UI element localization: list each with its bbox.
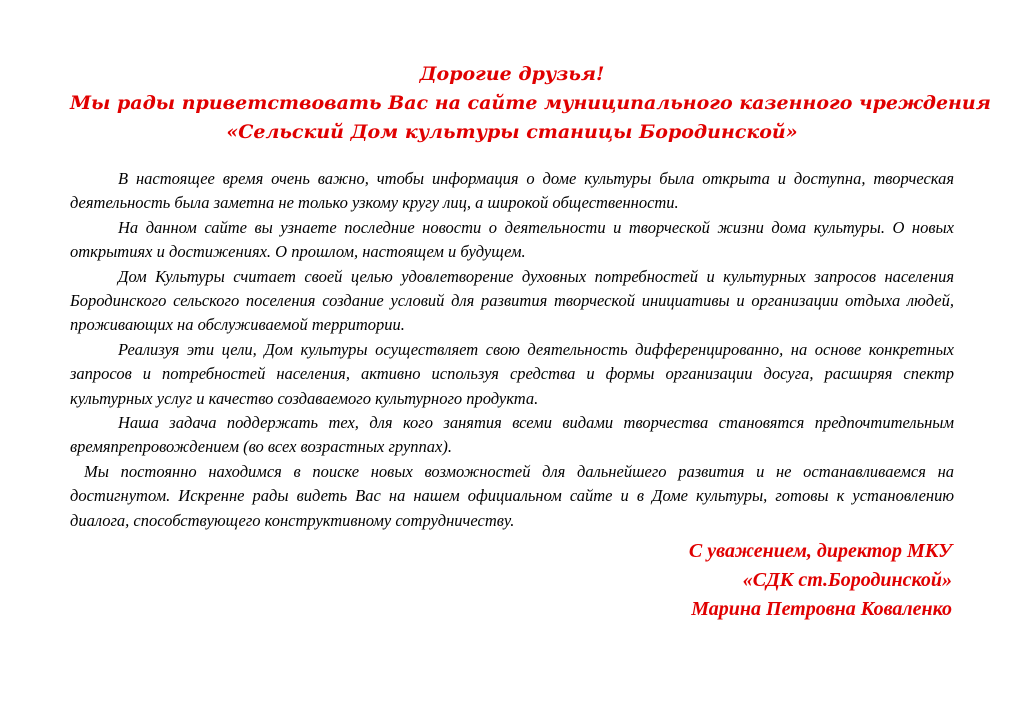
signature-line-name: Марина Петровна Коваленко: [691, 598, 952, 621]
document-page: [70, 60, 991, 624]
heading-line-organization: «Сельский Дом культуры станицы Бородинской»: [226, 121, 798, 143]
document-body: [70, 167, 954, 533]
heading-line-welcome: Мы рады приветствовать Вас на сайте муниципального казенного чреждения: [70, 92, 991, 114]
paragraph-5: Наша задача поддержать тех, для кого занятия всеми видами творчества становятся предпочтительным времяпрепровождением (во всех возрастных группах).: [70, 413, 954, 457]
paragraph-1: В настоящее время очень важно, чтобы информация о доме культуры была открыта и доступна, творческая деятельность была заметна не только узкому кругу лиц, а широкой общественности.: [70, 169, 954, 213]
signature-line-organization: «СДК ст.Бородинской»: [742, 569, 952, 592]
paragraph-2: На данном сайте вы узнаете последние новости о деятельности и творческой жизни дома культуры. О новых открытиях и достижениях. О прошлом, настоящем и будущем.: [70, 217, 954, 262]
greeting-heading: [70, 60, 991, 147]
paragraph-3: Дом Культуры считает своей целью удовлетворение духовных потребностей и культурных запросов населения Бородинского сельского поселения создание условий для развития творческой инициативы и организации отдыха людей, проживающих на обслуживаемой территории.: [70, 266, 954, 335]
paragraph-6: Мы постоянно находимся в поиске новых возможностей для дальнейшего развития и не останавливаемся на достигнутом. Искренне рады видеть Вас на нашем официальном сайте и в Доме культуры, готовы к установлению диалога, способствующего конструктивному сотрудничеству.: [70, 461, 954, 530]
signature-block: [70, 537, 954, 624]
signature-line-title: С уважением, директор МКУ: [688, 540, 952, 563]
heading-line-greeting: Дорогие друзья!: [419, 63, 605, 85]
paragraph-4: Реализуя эти цели, Дом культуры осуществляет свою деятельность дифференцированно, на основе конкретных запросов и потребностей населения, активно используя средства и формы организации досуга, расширяя спектр культурных услуг и качество создаваемого культурного продукта.: [70, 339, 954, 408]
